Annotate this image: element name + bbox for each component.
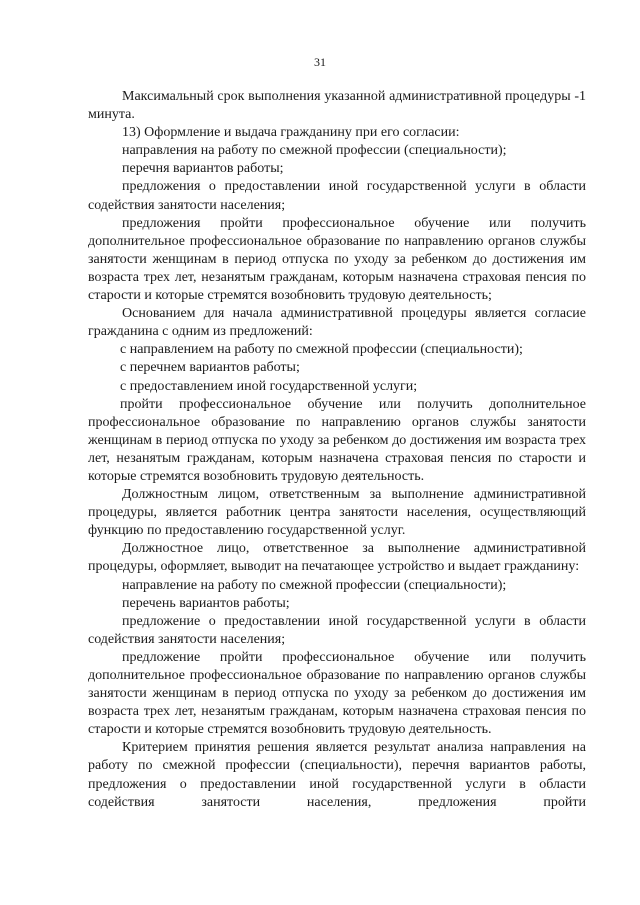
paragraph-basis-training: пройти профессиональное обучение или получить дополнительное профессиональное образование по направлению органов службы занятости женщинам в период отпуска по уходу за ребенком до достижения им возраста трех лет, незанятым гражданам, которым назначена страховая пенсия по старости и которые стремятся возобновить трудовую деятельность.: [88, 396, 586, 484]
paragraph-training-offer: предложения пройти профессиональное обучение или получить дополнительное профессиональное образование по направлению органов службы занятости женщинам в период отпуска по уходу за ребенком до достижения им возраста трех лет, незанятым гражданам, которым назначена страховая пенсия по старости и которые стремятся возобновить трудовую деятельность;: [88, 215, 586, 304]
paragraph-issue-training: предложение пройти профессиональное обучение или получить дополнительное профессиональное образование по направлению органов службы занятости женщинам в период отпуска по уходу за ребенком до достижения им возраста трех лет, незанятым гражданам, которым назначена страховая пенсия по старости и которые стремятся возобновить трудовую деятельность.: [88, 649, 586, 738]
paragraph-basis-other-service: с предоставлением иной государственной услуги;: [120, 378, 418, 394]
paragraph-responsible-official: Должностным лицом, ответственным за выполнение административной процедуры, является работник центра занятости населения, осуществляющий функцию по предоставлению государственной услуг.: [88, 487, 586, 539]
paragraph-procedure-basis: Основанием для начала административной процедуры является согласие гражданина с одним из предложений:: [88, 306, 586, 340]
paragraph-basis-referral: с направлением на работу по смежной профессии (специальности);: [120, 342, 523, 358]
paragraph-basis-job-options: с перечнем вариантов работы;: [120, 360, 300, 376]
paragraph-issue-other-service: предложение о предоставлении иной государственной услуги в области содействия занятости населения;: [88, 613, 586, 647]
document-body: [88, 88, 586, 812]
paragraph-decision-criterion: Критерием принятия решения является результат анализа направления на работу по смежной профессии (специальности), перечня вариантов работы, предложения о предоставлении иной государственной услуги в области содействия занятости населения, предложения пройти: [88, 740, 586, 810]
page-number: 31: [314, 55, 326, 69]
paragraph-job-options-list: перечня вариантов работы;: [122, 161, 284, 177]
paragraph-official-duties: Должностное лицо, ответственное за выполнение административной процедуры, оформляет, выводит на печатающее устройство и выдает гражданину:: [88, 541, 586, 575]
paragraph-max-duration: Максимальный срок выполнения указанной административной процедуры -1 минута.: [88, 89, 586, 123]
paragraph-issue-referral: направление на работу по смежной профессии (специальности);: [122, 577, 507, 593]
paragraph-issue-job-options: перечень вариантов работы;: [122, 595, 290, 611]
paragraph-referral-related-profession: направления на работу по смежной профессии (специальности);: [122, 143, 507, 159]
paragraph-other-service-offer: предложения о предоставлении иной государственной услуги в области содействия занятости населения;: [88, 179, 586, 213]
paragraph-item-13-heading: 13) Оформление и выдача гражданину при его согласии:: [122, 125, 460, 141]
